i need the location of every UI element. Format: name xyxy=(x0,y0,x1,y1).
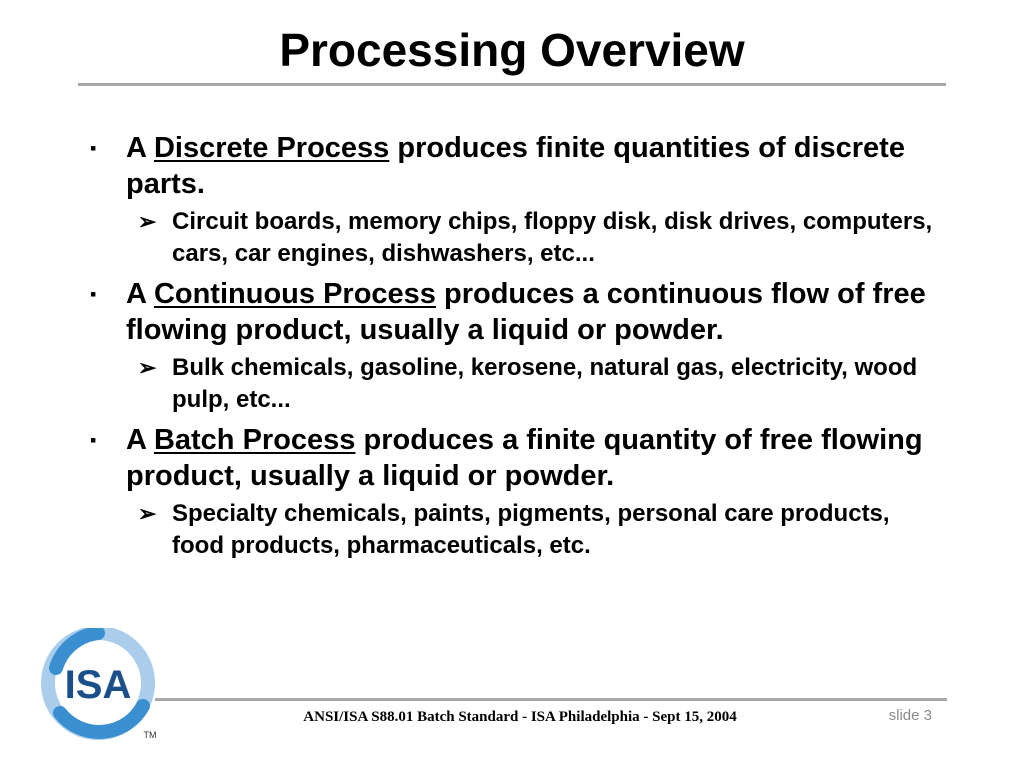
square-bullet-icon: ▪ xyxy=(90,430,97,450)
logo-text: ISA xyxy=(64,663,132,707)
square-bullet-icon: ▪ xyxy=(90,284,97,304)
isa-logo-icon xyxy=(38,628,163,743)
footer-text: ANSI/ISA S88.01 Batch Standard - ISA Philadelphia - Sept 15, 2004 xyxy=(303,709,737,725)
sub-item-text: Bulk chemicals, gasoline, kerosene, natural gas, electricity, wood pulp, etc... xyxy=(172,354,918,413)
square-bullet-icon: ▪ xyxy=(90,138,97,158)
title-divider xyxy=(78,83,946,86)
bullet-item-discrete xyxy=(90,130,940,202)
arrow-bullet-icon: ➢ xyxy=(138,501,157,526)
bullet-prefix: A xyxy=(126,278,154,310)
arrow-bullet-icon: ➢ xyxy=(138,355,157,380)
bullet-text: produces finite quantities of discrete parts. xyxy=(126,132,905,200)
logo-tm: TM xyxy=(143,730,157,740)
bullet-term: Batch Process xyxy=(153,424,356,456)
bullet-term: Discrete Process xyxy=(153,132,390,164)
bullet-text: produces a continuous flow of free flowing product, usually a liquid or powder. xyxy=(126,278,926,346)
slide-number: slide 3 xyxy=(888,707,932,724)
slide-content xyxy=(90,130,940,568)
arrow-bullet-icon: ➢ xyxy=(138,209,157,234)
sub-item-continuous xyxy=(90,352,940,416)
sub-item-text: Specialty chemicals, paints, pigments, personal care products, food products, pharmaceuticals, etc. xyxy=(172,500,890,559)
sub-item-batch xyxy=(90,498,940,562)
sub-item-text: Circuit boards, memory chips, floppy disk, disk drives, computers, cars, car engines, dishwashers, etc... xyxy=(172,208,933,267)
sub-item-discrete xyxy=(90,206,940,270)
bullet-item-batch xyxy=(90,422,940,494)
bullet-text: produces a finite quantity of free flowing product, usually a liquid or powder. xyxy=(126,424,923,492)
bullet-item-continuous xyxy=(90,276,940,348)
footer-divider xyxy=(155,698,947,701)
bullet-prefix: A xyxy=(126,132,154,164)
bullet-term: Continuous Process xyxy=(153,278,436,310)
bullet-prefix: A xyxy=(126,424,154,456)
slide-title: Processing Overview xyxy=(279,24,745,76)
